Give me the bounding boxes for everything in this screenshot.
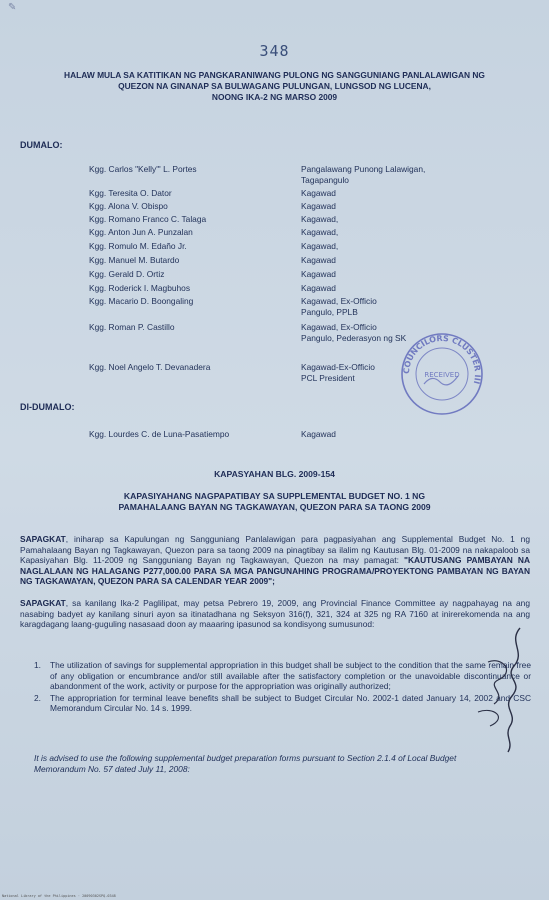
- advisory-note: It is advised to use the following supplemental budget preparation forms pursuant to Section 2.1.4 of Local Budget Memorandum No. 57 dated July 11, 2008:: [34, 753, 457, 774]
- member-name: Kgg. Carlos "Kelly"' L. Portes: [89, 164, 197, 174]
- member-role: Kagawad: [301, 201, 336, 211]
- member-name: Kgg. Lourdes C. de Luna-Pasatiempo: [89, 429, 230, 439]
- member-role: Kagawad: [301, 188, 336, 198]
- received-stamp: [400, 332, 484, 421]
- member-name: Kgg. Romano Franco C. Talaga: [89, 214, 207, 224]
- member-role: Kagawad,: [301, 241, 339, 251]
- member-role: Kagawad: [301, 269, 336, 279]
- heading-line-1: HALAW MULA SA KATITIKAN NG PANGKARANIWANG PULONG NG SANGGUNIANG PANLALAWIGAN NG: [64, 70, 485, 80]
- heading-line-2: QUEZON NA GINANAP SA BULWAGANG PULUNGAN, LUNGSOD NG LUCENA,: [118, 81, 431, 91]
- member-role: Kagawad-Ex-Officio PCL President: [301, 362, 375, 383]
- member-name: Kgg. Macario D. Boongaling: [89, 296, 194, 306]
- resolution-number: KAPASYAHAN BLG. 2009-154: [214, 469, 335, 479]
- handwritten-signature: [468, 622, 538, 762]
- list-item: 2. The appropriation for terminal leave benefits shall be subject to Budget Circular No. 2002-1 dated January 14, 2002 and CSC Memorandum Circular No. 14 s. 1999.: [34, 692, 531, 714]
- member-role: Kagawad, Ex-Officio Pangulo, Pederasyon ng SK: [301, 322, 407, 343]
- member-name: Kgg. Manuel M. Butardo: [89, 255, 180, 265]
- member-role: Kagawad, Ex-Officio Pangulo, PPLB: [301, 296, 377, 317]
- conditions-list: [34, 660, 531, 714]
- page-number: 348: [259, 42, 290, 60]
- member-role: Kagawad: [301, 429, 336, 439]
- whereas-paragraph-2: SAPAGKAT, sa kanilang Ika-2 Paglilipat, may petsa Pebrero 19, 2009, ang Provincial Finance Committee ay nagpahayag na ang nasabing badyet ay kanilang sinuri ayon sa itinatadhana ng Seksyon 316(f), 321, 324 at 325 ng RA 7160 at inirerekomenda na ang karagdagang laang-guguling nasasaad doon ay maaaring ipasunod sa kondisyong sumusunod:: [20, 598, 530, 630]
- minutes-heading: [20, 70, 529, 103]
- member-name: Kgg. Roman P. Castillo: [89, 322, 175, 332]
- member-role: Kagawad,: [301, 214, 339, 224]
- member-name: Kgg. Alona V. Obispo: [89, 201, 168, 211]
- whereas-paragraph-1: SAPAGKAT, iniharap sa Kapulungan ng Sangguniang Panlalawigan para pagpasiyahan ang Supplemental Budget No. 1 ng Pamahalaang Bayan ng Tagkawayan, Quezon para sa taong 2009 na pinagtibay sa ilalim ng Kautusan Blg. 01-2009 na nakapaloob sa Kapasiyahan Blg. 11-2009 ng Sangguniang Bayan ng Tagkawayan, Quezon na may pamagat: "KAUTUSANG PAMBAYAN NA NAGLALAAN NG HALAGANG P277,000.00 PARA SA MGA PANGUNAHING PROGRAMA/PROYEKTONG PAMBAYAN NG BAYAN NG TAGKAWAYAN, QUEZON PARA SA CALENDAR YEAR 2009";: [20, 534, 530, 587]
- present-label: DUMALO:: [20, 140, 63, 150]
- absent-label: DI-DUMALO:: [20, 402, 75, 412]
- resolution-title: KAPASIYAHANG NAGPAPATIBAY SA SUPPLEMENTAL BUDGET NO. 1 NG PAMAHALAANG BAYAN NG TAGKAWAYAN, QUEZON PARA SA TAONG 2009: [118, 491, 431, 512]
- member-role: Pangalawang Punong Lalawigan, Tagapangulo: [301, 164, 426, 185]
- member-name: Kgg. Noel Angelo T. Devanadera: [89, 362, 211, 372]
- heading-line-3: NOONG IKA-2 NG MARSO 2009: [211, 92, 338, 102]
- member-name: Kgg. Anton Jun A. Punzalan: [89, 227, 193, 237]
- member-name: Kgg. Romulo M. Edaño Jr.: [89, 241, 187, 251]
- scan-mark: ✎: [8, 2, 17, 13]
- member-role: Kagawad,: [301, 227, 339, 237]
- member-name: Kgg. Gerald D. Ortiz: [89, 269, 165, 279]
- member-name: Kgg. Teresita O. Dator: [89, 188, 172, 198]
- member-name: Kgg. Roderick I. Magbuhos: [89, 283, 191, 293]
- scan-footer: National Library of the Philippines · 20090302SPQ-0348: [2, 894, 116, 898]
- svg-text:COUNCILORS CLUSTER III: COUNCILORS CLUSTER III: [401, 333, 483, 385]
- list-item: 1. The utilization of savings for supplemental appropriation in this budget shall be subject to the condition that the same remain free of any obligation or encumbrance and/or still available after the satisfactory completion or the unavoidable discontinuance or abandonment of the work, activity or purpose for the appropriation was originally authorized;: [34, 660, 531, 692]
- svg-text:RECEIVED: RECEIVED: [424, 371, 460, 379]
- member-role: Kagawad: [301, 283, 336, 293]
- member-role: Kagawad: [301, 255, 336, 265]
